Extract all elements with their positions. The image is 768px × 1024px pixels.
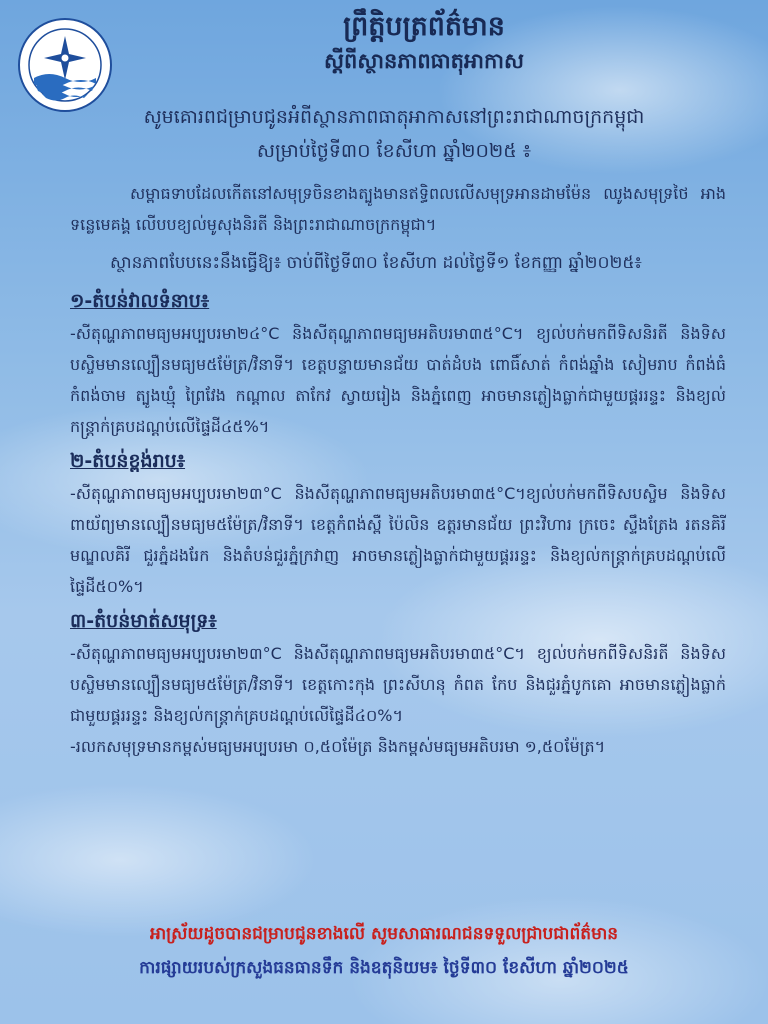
ministry-seal-icon bbox=[18, 18, 112, 112]
intro-line-2: សម្រាប់ថ្ងៃទី៣០ ខែសីហា ឆ្នាំ២០២៥ ៖ bbox=[256, 140, 532, 162]
region-lowland-body: -សីតុណ្ហភាពមធ្យមអប្បបរមា២៤°C និងសីតុណ្ហភាពមធ្យមអតិបរមា៣៥°C។ ខ្យល់បក់មកពីទិសនិរតី និងទិសបស្ចិមមានល្បឿនមធ្យម៥ម៉ែត្រ/វិនាទី។ ខេត្តបន្ទាយមានជ័យ បាត់ដំបង ពោធិ៍សាត់ កំពង់ឆ្នាំង សៀមរាប កំពង់ធំ កំពង់ចាម ត្បូងឃ្មុំ ព្រៃវែង កណ្តាល តាកែវ ស្វាយរៀង និងភ្នំពេញ អាចមានភ្លៀងធ្លាក់ជាមួយផ្គររន្ទះ និងខ្យល់កន្ត្រាក់គ្របដណ្តប់លើផ្ទៃដី៤៥%។ bbox=[70, 324, 726, 436]
forecast-period: ស្ថានភាពបែបនេះនឹងធ្វើឱ្យ៖ ចាប់ពីថ្ងៃទី៣០ ខែសីហា ដល់ថ្ងៃទី១ ខែកញ្ញា ឆ្នាំ២០២៥៖ bbox=[110, 253, 642, 273]
bulletin-header bbox=[120, 8, 728, 76]
sea-wave-note: -រលកសមុទ្រមានកម្ពស់មធ្យមអប្បបរមា ០,៥០ម៉ែត្រ និងកម្ពស់មធ្យមអតិបរមា ១,៥០ម៉ែត្រ។ bbox=[70, 737, 606, 756]
summary-paragraph: សម្ពាធទាបដែលកើតនៅសមុទ្រចិនខាងត្បូងមានឥទ្ធិពលលើសមុទ្រអានដាមម៉ែន ឈូងសមុទ្រថៃ អាងទន្លេមេគង្គ លើបបខ្យល់មូសុងនិរតី និងព្រះរាជាណាចក្រកម្ពុជា។ bbox=[70, 184, 726, 234]
forecast-content bbox=[70, 178, 726, 762]
region-lowland-title: ១-តំបន់វាលទំនាប៖ bbox=[70, 290, 210, 312]
region-coastal-title: ៣-តំបន់មាត់សមុទ្រ៖ bbox=[70, 610, 217, 632]
bulletin-subtitle: ស្តីពីស្ថានភាពធាតុអាកាស bbox=[324, 49, 524, 73]
footer-source: ការផ្សាយរបស់ក្រសួងធនធានទឹក និងឧតុនិយម៖ ថ្ងៃទី៣០ ខែសីហា ឆ្នាំ២០២៥ bbox=[139, 958, 629, 978]
region-coastal-body: -សីតុណ្ហភាពមធ្យមអប្បបរមា២៣°C និងសីតុណ្ហភាពមធ្យមអតិបរមា៣៥°C។ ខ្យល់បក់មកពីទិសនិរតី និងទិសបស្ចិមមានល្បឿនមធ្យម៥ម៉ែត្រ/វិនាទី។ ខេត្តកោះកុង ព្រះសីហនុ កំពត កែប និងជួរភ្នំបូកគោ អាចមានភ្លៀងធ្លាក់ជាមួយផ្គររន្ទះ និងខ្យល់កន្ត្រាក់គ្របដណ្តប់លើផ្ទៃដី៤០%។ bbox=[70, 644, 726, 725]
ministry-logo bbox=[18, 18, 112, 112]
region-plateau-body: -សីតុណ្ហភាពមធ្យមអប្បបរមា២៣°C និងសីតុណ្ហភាពមធ្យមអតិបរមា៣៥°C។ខ្យល់បក់មកពីទិសបស្ចិម និងទិសពាយ័ព្យមានល្បឿនមធ្យម៥ម៉ែត្រ/វិនាទី។ ខេត្តកំពង់ស្ពឺ ប៉ៃលិន ឧត្តរមានជ័យ ព្រះវិហារ ក្រចេះ ស្ទឹងត្រែង រតនគិរី មណ្ឌលគិរី ជួរភ្នំដងរែក និងតំបន់ជួរភ្នំក្រវាញ អាចមានភ្លៀងធ្លាក់ជាមួយផ្គររន្ទះ និងខ្យល់កន្ត្រាក់គ្របដណ្តប់លើផ្ទៃដី៥០%។ bbox=[70, 484, 726, 596]
footer-note: អាស្រ័យដូចបានជម្រាបជូនខាងលើ សូមសាធារណជនទទួលជ្រាបជាព័ត៌មាន bbox=[149, 924, 619, 944]
intro-line-1: សូមគោរពជម្រាបជូនអំពីស្ថានភាពធាតុអាកាសនៅព្រះរាជាណាចក្រកម្ពុជា bbox=[143, 106, 645, 128]
bulletin-title: ព្រឹត្តិបត្រព័ត៌មាន bbox=[343, 11, 505, 42]
region-plateau-title: ២-តំបន់ខ្ពង់រាប៖ bbox=[70, 450, 186, 472]
intro-block bbox=[60, 100, 728, 168]
